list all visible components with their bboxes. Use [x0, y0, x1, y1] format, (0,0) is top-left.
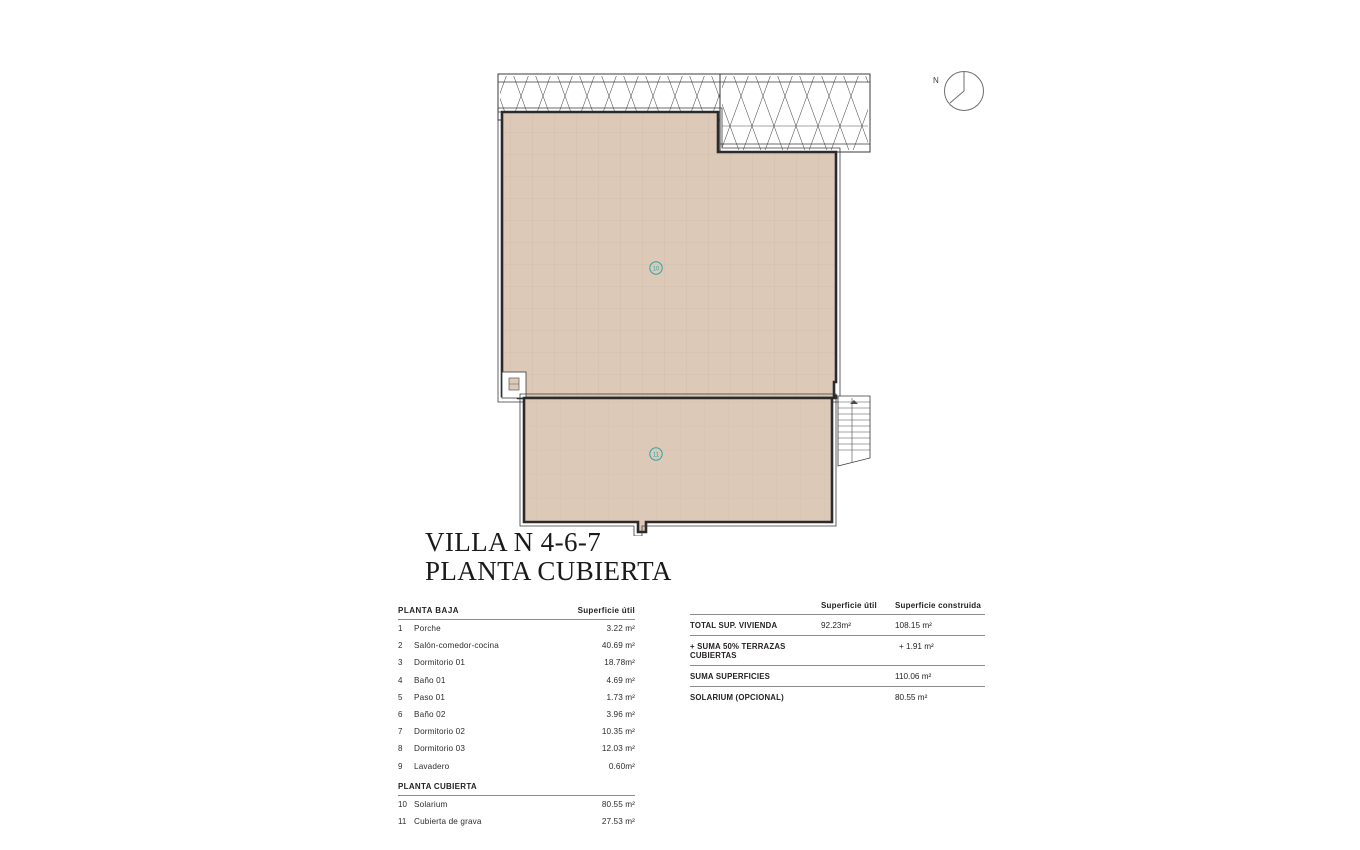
- surface-summary-table: [690, 601, 985, 707]
- row-label: Dormitorio 03: [414, 744, 466, 754]
- row-label: Porche: [414, 624, 441, 634]
- summary-row: [690, 635, 985, 665]
- summary-header: [690, 601, 985, 614]
- row-number: 3: [398, 658, 403, 668]
- table-row: [398, 654, 635, 671]
- row-label: Baño 02: [414, 710, 446, 720]
- row-label: Baño 01: [414, 675, 446, 685]
- table-row: [398, 672, 635, 689]
- table-row: [398, 796, 635, 813]
- table-row: [398, 689, 635, 706]
- row-number: 11: [398, 816, 407, 826]
- row-label: Salón-comedor-cocina: [414, 641, 499, 651]
- plan-subtitle: PLANTA CUBIERTA: [425, 556, 672, 586]
- summary-row-label: TOTAL SUP. VIVIENDA: [690, 620, 778, 630]
- surface-table-left: [398, 606, 635, 830]
- table-row: [398, 637, 635, 654]
- left-table-section-title: PLANTA BAJA: [398, 606, 460, 615]
- table-row: [398, 723, 635, 740]
- summary-row-label: SUMA SUPERFICIES: [690, 671, 771, 681]
- row-label: Solarium: [414, 799, 448, 809]
- row-value: 3.22 m²: [606, 624, 635, 634]
- summary-row-col2: 110.06 m²: [895, 671, 932, 681]
- summary-row-label: + SUMA 50% TERRAZAS CUBIERTAS: [690, 641, 786, 660]
- title-block: [425, 528, 945, 586]
- summary-row-col1: 92.23m²: [821, 620, 852, 630]
- summary-row-label: SOLARIUM (OPCIONAL): [690, 692, 784, 702]
- table-row: [398, 813, 635, 830]
- row-value: 4.69 m²: [606, 675, 635, 685]
- row-number: 6: [398, 710, 403, 720]
- summary-row-col2: 108.15 m²: [895, 620, 932, 630]
- planta-cubierta-rows: [398, 796, 635, 830]
- compass-dial-icon: [943, 70, 985, 112]
- table-row: [398, 758, 635, 775]
- floor-plan-svg: [488, 66, 898, 536]
- left-table-header: [398, 606, 635, 620]
- planta-cubierta-section-title: PLANTA CUBIERTA: [398, 777, 635, 796]
- villa-title: VILLA N 4-6-7: [425, 527, 602, 557]
- pergola-right: [720, 74, 870, 152]
- row-value: 10.35 m²: [601, 727, 635, 737]
- floor-plan-drawing: [488, 66, 898, 536]
- row-label: Dormitorio 02: [414, 727, 466, 737]
- room-marker-11: [649, 447, 663, 466]
- row-value: 1.73 m²: [606, 692, 635, 702]
- row-number: 9: [398, 761, 403, 771]
- summary-row-col2: + 1.91 m²: [898, 641, 934, 651]
- staircase: [838, 396, 870, 466]
- summary-col2-title: Superficie construida: [895, 601, 981, 610]
- row-value: 18.78m²: [604, 658, 635, 668]
- row-number: 5: [398, 692, 403, 702]
- room-marker-10: [649, 261, 663, 280]
- gravel-roof-area: [520, 394, 838, 536]
- row-number: 7: [398, 727, 403, 737]
- row-number: 4: [398, 675, 403, 685]
- row-label: Dormitorio 01: [414, 658, 466, 668]
- table-row: [398, 706, 635, 723]
- summary-row: [690, 614, 985, 635]
- compass: [933, 70, 989, 114]
- summary-row-col2: 80.55 m²: [895, 692, 928, 702]
- left-table-column-title: Superficie útil: [577, 606, 635, 615]
- row-value: 27.53 m²: [601, 816, 635, 826]
- row-label: Paso 01: [414, 692, 446, 702]
- planta-baja-rows: [398, 620, 635, 775]
- row-value: 80.55 m²: [601, 799, 635, 809]
- row-value: 12.03 m²: [601, 744, 635, 754]
- row-label: Lavadero: [414, 761, 450, 771]
- summary-col1-title: Superficie útil: [821, 601, 877, 610]
- row-number: 2: [398, 641, 403, 651]
- row-value: 3.96 m²: [606, 710, 635, 720]
- compass-north-label: N: [933, 76, 940, 85]
- summary-row: [690, 687, 985, 707]
- row-label: Cubierta de grava: [414, 816, 482, 826]
- row-number: 1: [398, 624, 403, 634]
- svg-text:11: 11: [652, 452, 660, 459]
- svg-text:10: 10: [652, 266, 660, 273]
- table-row: [398, 620, 635, 637]
- row-value: 40.69 m²: [601, 641, 635, 651]
- row-value: 0.60m²: [608, 761, 635, 771]
- row-number: 10: [398, 799, 407, 809]
- row-number: 8: [398, 744, 403, 754]
- table-row: [398, 740, 635, 757]
- summary-row: [690, 665, 985, 687]
- summary-header-spacer: [690, 601, 821, 610]
